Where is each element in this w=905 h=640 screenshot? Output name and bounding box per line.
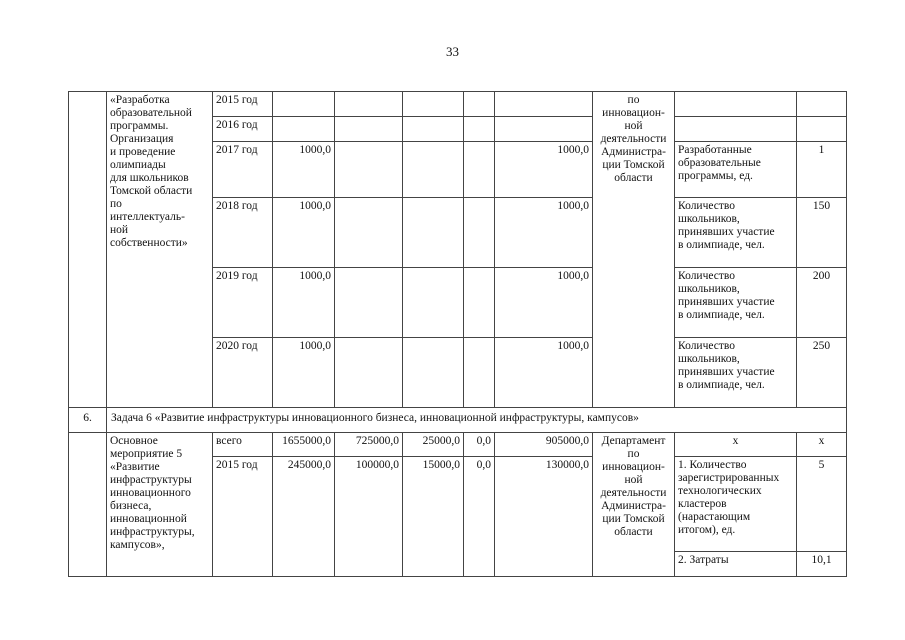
indicator-value-cell xyxy=(797,117,847,142)
total-cell: 1000,0 xyxy=(273,142,335,198)
other-cell xyxy=(495,117,593,142)
local-cell xyxy=(464,268,495,338)
regional-cell: 15000,0 xyxy=(403,457,464,577)
regional-cell xyxy=(403,268,464,338)
year-cell: 2016 год xyxy=(213,117,273,142)
regional-cell: 25000,0 xyxy=(403,433,464,457)
year-cell: 2015 год xyxy=(213,457,273,577)
year-cell: 2019 год xyxy=(213,268,273,338)
other-cell: 1000,0 xyxy=(495,142,593,198)
indicator-cell: 2. Затраты xyxy=(675,552,797,577)
year-cell: 2020 год xyxy=(213,338,273,408)
regional-cell xyxy=(403,117,464,142)
row-number-cell xyxy=(69,92,107,408)
indicator-value-cell xyxy=(797,92,847,117)
indicator-cell xyxy=(675,117,797,142)
local-cell xyxy=(464,142,495,198)
indicator-cell: Количество школьников, принявших участие в олимпиаде, чел. xyxy=(675,338,797,408)
other-cell: 1000,0 xyxy=(495,338,593,408)
table-row xyxy=(69,433,847,457)
other-cell: 130000,0 xyxy=(495,457,593,577)
local-cell xyxy=(464,338,495,408)
indicator-value-cell: 1 xyxy=(797,142,847,198)
regional-cell xyxy=(403,92,464,117)
year-cell: всего xyxy=(213,433,273,457)
indicator-cell: Количество школьников, принявших участие в олимпиаде, чел. xyxy=(675,268,797,338)
total-cell: 1000,0 xyxy=(273,198,335,268)
other-cell: 1000,0 xyxy=(495,198,593,268)
total-cell: 1000,0 xyxy=(273,338,335,408)
total-cell xyxy=(273,92,335,117)
federal-cell: 100000,0 xyxy=(335,457,403,577)
local-cell: 0,0 xyxy=(464,457,495,577)
indicator-value-cell: 10,1 xyxy=(797,552,847,577)
total-cell: 245000,0 xyxy=(273,457,335,577)
local-cell xyxy=(464,198,495,268)
indicator-value-cell: 5 xyxy=(797,457,847,552)
indicator-value-cell: 200 xyxy=(797,268,847,338)
indicator-cell: Разработанные образовательные программы, ед. xyxy=(675,142,797,198)
executor-cell: Департамент по инновацион- ной деятельности Администра- ции Томской области xyxy=(593,433,675,577)
year-cell: 2017 год xyxy=(213,142,273,198)
regional-cell xyxy=(403,142,464,198)
federal-cell xyxy=(335,198,403,268)
indicator-cell: х xyxy=(675,433,797,457)
other-cell: 905000,0 xyxy=(495,433,593,457)
indicator-cell: 1. Количество зарегистрированных технологических кластеров (нарастающим итогом), ед. xyxy=(675,457,797,552)
indicator-value-cell: 250 xyxy=(797,338,847,408)
task-number-cell: 6. xyxy=(69,408,107,433)
other-cell: 1000,0 xyxy=(495,268,593,338)
indicator-cell xyxy=(675,92,797,117)
local-cell xyxy=(464,92,495,117)
event-title-cell: Основное мероприятие 5 «Развитие инфраструктуры инновационного бизнеса, инновационной инфраструктуры, кампусов», xyxy=(107,433,213,577)
indicator-value-cell: х xyxy=(797,433,847,457)
federal-cell xyxy=(335,268,403,338)
local-cell: 0,0 xyxy=(464,433,495,457)
total-cell: 1655000,0 xyxy=(273,433,335,457)
page-number: 33 xyxy=(446,44,459,59)
task-row xyxy=(69,408,847,433)
federal-cell xyxy=(335,142,403,198)
federal-cell: 725000,0 xyxy=(335,433,403,457)
regional-cell xyxy=(403,198,464,268)
federal-cell xyxy=(335,338,403,408)
local-cell xyxy=(464,117,495,142)
total-cell: 1000,0 xyxy=(273,268,335,338)
row-number-cell xyxy=(69,433,107,577)
table-row xyxy=(69,92,847,117)
other-cell xyxy=(495,92,593,117)
executor-cell: по инновацион- ной деятельности Администра- ции Томской области xyxy=(593,92,675,408)
year-cell: 2018 год xyxy=(213,198,273,268)
indicator-value-cell: 150 xyxy=(797,198,847,268)
federal-cell xyxy=(335,92,403,117)
total-cell xyxy=(273,117,335,142)
task-title-cell: Задача 6 «Развитие инфраструктуры инновационного бизнеса, инновационной инфраструктуры, кампусов» xyxy=(107,408,847,433)
event-title-cell: «Разработка образовательной программы. Организация и проведение олимпиады для школьников Томской области по интеллектуаль- ной собственности» xyxy=(107,92,213,408)
program-table xyxy=(68,91,847,577)
federal-cell xyxy=(335,117,403,142)
year-cell: 2015 год xyxy=(213,92,273,117)
indicator-cell: Количество школьников, принявших участие в олимпиаде, чел. xyxy=(675,198,797,268)
regional-cell xyxy=(403,338,464,408)
